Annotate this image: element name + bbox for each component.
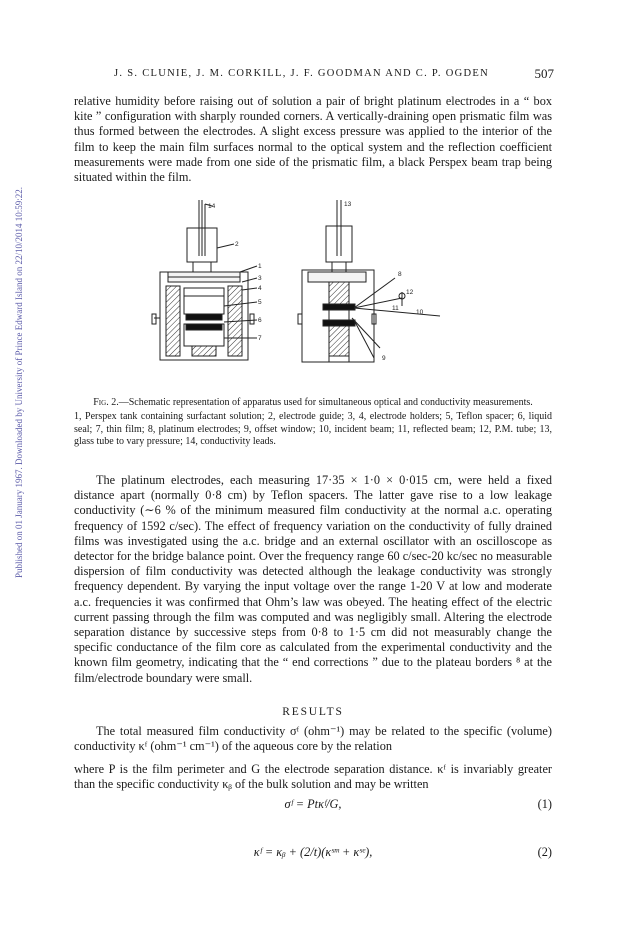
left-apparatus: [152, 200, 257, 360]
label-1: 1: [258, 263, 262, 270]
download-note: Published on 01 January 1967. Downloaded by University of Prince Edward Island on 22/10/2014 10:59:22.: [14, 187, 24, 578]
page-number: 507: [534, 66, 554, 81]
paragraph-method: The platinum electrodes, each measuring 17·35 × 1·0 × 0·015 cm, were held a fixed distance apart (normally 0·8 cm) by Teflon spacers. The latter gave rise to a low leakage conductivity (∼6 % of the minimum measured film conductivity at the normal a.c. operating frequency of 1592 c/sec). The effect of frequency variation on the conductivity of fully drained films was investigated using the a.c. bridge and an external oscillator with an oscilloscope as detector for the bridge balance point. Over the frequency range 60 c/sec-20 kc/sec no measurable dispersion of film conductivity was detected although the leakage conductivity was strongly frequency dependent. By varying the input voltage over the range 1-20 V at low and moderate a.c. frequencies it was confirmed that Ohm’s law was obeyed. The heating effect of the electric current passing through the film was computed and was negligibly small. Altering the electrode separation distance by successive steps from 0·8 to 1·5 cm did not measurably change the specific conductance of the film core as calculated from the experimental conductivity and the known film geometry, indicating that the “ end corrections ” due to the plateau borders ⁸ at the film/electrode boundary were small.: [74, 473, 552, 685]
equation-1-number: (1): [537, 797, 552, 811]
label-5: 5: [258, 299, 262, 306]
paragraph-definition: where P is the film perimeter and G the electrode separation distance. κᶠ is invariably greater than the specific conductivity κᵦ of the bulk solution and may be written: [74, 762, 552, 792]
figure-caption: [74, 397, 552, 449]
label-7: 7: [258, 335, 262, 342]
label-2: 2: [235, 241, 239, 248]
caption-title-text: —Schematic representation of apparatus used for simultaneous optical and conductivity measurements.: [118, 397, 533, 408]
label-14: 14: [208, 203, 216, 210]
section-heading-results: RESULTS: [282, 706, 344, 718]
author-line: J. S. CLUNIE, J. M. CORKILL, J. F. GOODMAN AND C. P. OGDEN: [114, 68, 489, 79]
paragraph-results: The total measured film conductivity σᶠ (ohm⁻¹) may be related to the specific (volume) conductivity κᶠ (ohm⁻¹ cm⁻¹) of the aqueous core by the relation: [74, 724, 552, 754]
caption-legend: 1, Perspex tank containing surfactant solution; 2, electrode guide; 3, 4, electrode holders; 5, Teflon spacer; 6, liquid seal; 7, thin film; 8, platinum electrodes; 9, offset window; 10, incident beam; 11, reflected beam; 12, P.M. tube; 13, glass tube to vary pressure; 14, conductivity leads.: [74, 411, 552, 448]
label-4: 4: [258, 285, 262, 292]
label-3: 3: [258, 275, 262, 282]
label-12: 12: [406, 289, 414, 296]
running-head: [70, 67, 554, 83]
equation-2-expression: κᶠ = κᵦ + (2/t)(κˢᵐ + κˢᵉ),: [253, 845, 373, 859]
paragraph-intro: relative humidity before raising out of solution a pair of bright platinum electrodes in a “ box kite ” configuration with sharply rounded corners. A vertically-draining open prismatic film was thus formed between the electrodes. A slight excess pressure was applied to the interior of the film to keep the main film surfaces normal to the optical system and the reflection coefficient measurements were made from one side of the prismatic film, a black Perspex beam trap being situated within the film.: [74, 94, 552, 185]
caption-label: Fig. 2.: [93, 397, 119, 408]
equation-1-expression: σᶠ = Ptκᶠ/G,: [284, 797, 342, 811]
apparatus-figure: [140, 198, 500, 388]
caption-title: [74, 397, 552, 409]
label-10: 10: [416, 309, 424, 316]
download-watermark: [2, 90, 24, 590]
label-13: 13: [344, 201, 352, 208]
right-apparatus: [298, 200, 440, 362]
label-8: 8: [398, 271, 402, 278]
label-6: 6: [258, 317, 262, 324]
label-11: 11: [392, 305, 399, 312]
equation-2-number: (2): [537, 845, 552, 859]
label-9: 9: [382, 355, 386, 362]
